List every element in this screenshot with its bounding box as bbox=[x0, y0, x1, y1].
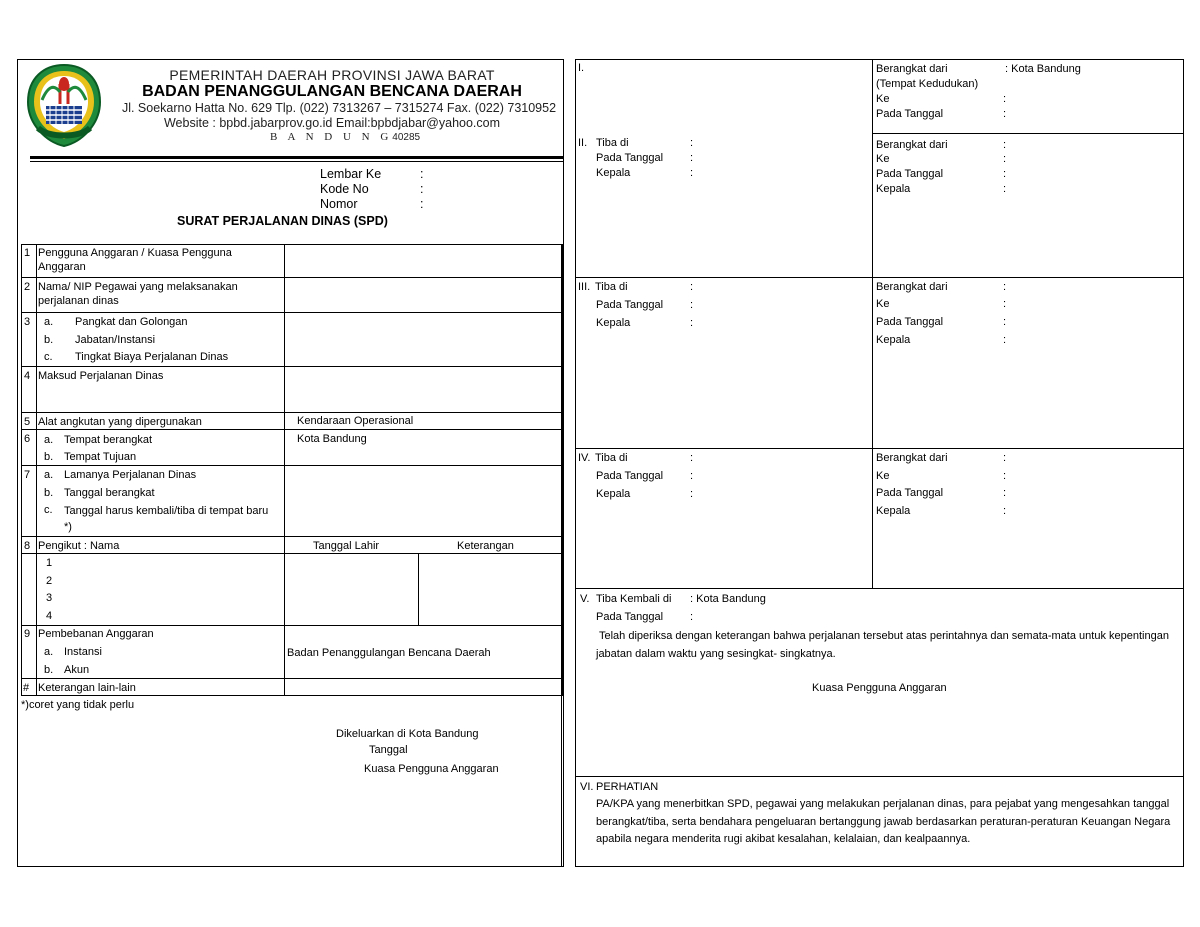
s2-depart-date-label: Pada Tanggal bbox=[876, 168, 944, 180]
s3-date-colon: : bbox=[690, 299, 694, 311]
s3-arrive-label: Tiba di bbox=[595, 281, 628, 293]
s4-depart-date-label: Pada Tanggal bbox=[876, 487, 944, 499]
row-9b-letter: b. bbox=[44, 664, 54, 676]
follower-3: 3 bbox=[46, 592, 53, 604]
row-9-value: Badan Penanggulangan Bencana Daerah bbox=[287, 647, 491, 659]
s5-date-label: Pada Tanggal bbox=[596, 611, 664, 623]
agency-address: Jl. Soekarno Hatta No. 629 Tlp. (022) 7313267 – 7315274 Fax. (022) 7310952 bbox=[121, 101, 557, 115]
row-3c-label: Tingkat Biaya Perjalanan Dinas bbox=[75, 351, 229, 363]
row-7b-letter: b. bbox=[44, 487, 54, 499]
row-line bbox=[21, 366, 563, 367]
s4-depart-label: Berangkat dari bbox=[876, 452, 948, 464]
s4-depart-head-label: Kepala bbox=[876, 505, 911, 517]
nomor-label: Nomor bbox=[320, 197, 358, 211]
government-name: PEMERINTAH DAERAH PROVINSI JAWA BARAT bbox=[169, 67, 495, 83]
s2-head-label: Kepala bbox=[596, 167, 631, 179]
row-6a-label: Tempat berangkat bbox=[64, 434, 153, 446]
lembar-label: Lembar Ke bbox=[320, 167, 382, 181]
s5-signer: Kuasa Pengguna Anggaran bbox=[812, 682, 947, 694]
row-9b-label: Akun bbox=[64, 664, 90, 676]
followers-column-line bbox=[418, 553, 419, 625]
s4-arrive-colon: : bbox=[690, 452, 694, 464]
s3-date-label: Pada Tanggal bbox=[596, 299, 664, 311]
row-8-notes-header: Keterangan bbox=[457, 540, 514, 552]
s5-date-colon: : bbox=[690, 611, 694, 623]
s2-arrive-colon: : bbox=[690, 137, 694, 149]
row-3a-letter: a. bbox=[44, 316, 54, 328]
s5-statement: Telah diperiksa dengan keterangan bahwa perjalanan tersebut atas perintahnya dan semata-mata untuk kepentingan jabatan dalam waktu yang sesingkat- singkatnya. bbox=[596, 630, 1169, 660]
section-6-number: VI. bbox=[580, 781, 594, 793]
row-3a-label: Pangkat dan Golongan bbox=[75, 316, 188, 328]
row-6a-letter: a. bbox=[44, 434, 54, 446]
lembar-colon: : bbox=[420, 167, 424, 181]
s4-head-colon: : bbox=[690, 488, 694, 500]
s3-head-label: Kepala bbox=[596, 317, 631, 329]
issued-at: Dikeluarkan di Kota Bandung bbox=[336, 728, 479, 740]
section-5-number: V. bbox=[580, 593, 590, 605]
row-5-label: Alat angkutan yang dipergunakan bbox=[38, 416, 202, 428]
s3-depart-colon: : bbox=[1003, 281, 1007, 293]
row-line bbox=[21, 412, 563, 413]
row-8-number: 8 bbox=[24, 540, 31, 552]
postal-code: 40285 bbox=[392, 132, 421, 143]
row-7c-label: Tanggal harus kembali/tiba di tempat baru *) bbox=[64, 505, 269, 533]
row-9-label: Pembebanan Anggaran bbox=[38, 628, 154, 640]
s3-head-colon: : bbox=[690, 317, 694, 329]
section-line bbox=[575, 588, 1184, 589]
row-1-number: 1 bbox=[24, 247, 31, 259]
s2-depart-head-label: Kepala bbox=[876, 183, 911, 195]
s2-depart-label: Berangkat dari bbox=[876, 139, 948, 151]
right-center-line bbox=[872, 59, 873, 588]
s4-date-colon: : bbox=[690, 470, 694, 482]
s1-to-label: Ke bbox=[876, 93, 890, 105]
s3-to-label: Ke bbox=[876, 298, 890, 310]
follower-1: 1 bbox=[46, 557, 53, 569]
s3-to-colon: : bbox=[1003, 298, 1007, 310]
nomor-colon: : bbox=[420, 197, 424, 211]
kode-label: Kode No bbox=[320, 182, 369, 196]
s5-return-label: Tiba Kembali di bbox=[596, 593, 672, 605]
s2-to-label: Ke bbox=[876, 153, 890, 165]
right-left-strip-line bbox=[561, 244, 562, 867]
row-line bbox=[21, 536, 563, 537]
row-7-number: 7 bbox=[24, 469, 31, 481]
section-line bbox=[575, 448, 1184, 449]
row-3-number: 3 bbox=[24, 316, 31, 328]
s1-seat-label: (Tempat Kedudukan) bbox=[876, 78, 979, 90]
row-7b-label: Tanggal berangkat bbox=[64, 487, 155, 499]
header-rule-thin bbox=[30, 161, 564, 162]
row-6-value: Kota Bandung bbox=[297, 433, 367, 445]
row-8-label: Pengikut : Nama bbox=[38, 540, 120, 552]
s4-depart-colon: : bbox=[1003, 452, 1007, 464]
s2-date-label: Pada Tanggal bbox=[596, 152, 664, 164]
row-9a-letter: a. bbox=[44, 646, 54, 658]
row-5-value: Kendaraan Operasional bbox=[297, 415, 414, 427]
s4-depart-date-colon: : bbox=[1003, 487, 1007, 499]
issued-date-label: Tanggal bbox=[369, 744, 408, 756]
row-3b-label: Jabatan/Instansi bbox=[75, 334, 156, 346]
s4-depart-head-colon: : bbox=[1003, 505, 1007, 517]
row-10-number: # bbox=[23, 682, 30, 694]
s3-depart-date-colon: : bbox=[1003, 316, 1007, 328]
s2-depart-date-colon: : bbox=[1003, 168, 1007, 180]
s4-to-colon: : bbox=[1003, 470, 1007, 482]
row-9-number: 9 bbox=[24, 628, 31, 640]
row-9a-label: Instansi bbox=[64, 646, 102, 658]
section-1-number: I. bbox=[578, 62, 585, 74]
row-8-birthdate-header: Tanggal Lahir bbox=[313, 540, 380, 552]
row-6b-label: Tempat Tujuan bbox=[64, 451, 137, 463]
left-signer: Kuasa Pengguna Anggaran bbox=[364, 763, 499, 775]
row-2-label: Nama/ NIP Pegawai yang melaksanakan perjalanan dinas bbox=[38, 281, 238, 308]
s1-depart-from-value: : Kota Bandung bbox=[1005, 63, 1081, 75]
s2-depart-head-colon: : bbox=[1003, 183, 1007, 195]
row-7c-letter: c. bbox=[44, 504, 53, 516]
s4-to-label: Ke bbox=[876, 470, 890, 482]
agency-name: BADAN PENANGGULANGAN BENCANA DAERAH bbox=[142, 83, 522, 100]
footnote: *)coret yang tidak perlu bbox=[21, 699, 135, 711]
s1-date-colon: : bbox=[1003, 108, 1007, 120]
s6-label: PERHATIAN bbox=[596, 781, 659, 793]
s2-date-colon: : bbox=[690, 152, 694, 164]
section-3-number: III. bbox=[578, 281, 591, 293]
row-line bbox=[21, 312, 563, 313]
row-line bbox=[21, 678, 563, 679]
follower-4: 4 bbox=[46, 610, 53, 622]
row-10-label: Keterangan lain-lain bbox=[38, 682, 136, 694]
s2-to-colon: : bbox=[1003, 153, 1007, 165]
row-7a-label: Lamanya Perjalanan Dinas bbox=[64, 469, 197, 481]
s4-arrive-label: Tiba di bbox=[595, 452, 628, 464]
agency-city bbox=[270, 130, 420, 144]
agency-website: Website : bpbd.jabarprov.go.id Email:bpbdjabar@yahoo.com bbox=[163, 116, 501, 130]
section-line bbox=[872, 133, 1184, 134]
row-3b-letter: b. bbox=[44, 334, 54, 346]
row-5-number: 5 bbox=[24, 416, 31, 428]
header-rule-thick bbox=[30, 156, 564, 159]
s3-arrive-colon: : bbox=[690, 281, 694, 293]
s3-depart-head-label: Kepala bbox=[876, 334, 911, 346]
kode-colon: : bbox=[420, 182, 424, 196]
s2-depart-colon: : bbox=[1003, 139, 1007, 151]
s6-notice: PA/KPA yang menerbitkan SPD, pegawai yang melakukan perjalanan dinas, para pejabat yang mengesahkan tanggal berangkat/tiba, serta bendahara pengeluaran bertanggung jawab berdasarkan peraturan-peraturan Keuangan Negara apabila negara menderita rugi akibat kesalahan, kelalaian, dan kealpaannya. bbox=[596, 798, 1171, 845]
section-line bbox=[575, 776, 1184, 777]
row-4-number: 4 bbox=[24, 370, 31, 382]
s2-head-colon: : bbox=[690, 167, 694, 179]
s3-depart-date-label: Pada Tanggal bbox=[876, 316, 944, 328]
s1-to-colon: : bbox=[1003, 93, 1007, 105]
section-line bbox=[575, 277, 1184, 278]
s2-arrive-label: Tiba di bbox=[596, 137, 629, 149]
s4-head-label: Kepala bbox=[596, 488, 631, 500]
s4-date-label: Pada Tanggal bbox=[596, 470, 664, 482]
section-2-number: II. bbox=[578, 137, 588, 149]
s3-depart-label: Berangkat dari bbox=[876, 281, 948, 293]
row-6b-letter: b. bbox=[44, 451, 54, 463]
s1-date-label: Pada Tanggal bbox=[876, 108, 944, 120]
row-line bbox=[21, 277, 563, 278]
row-6-number: 6 bbox=[24, 433, 31, 445]
row-line bbox=[21, 625, 563, 626]
s3-depart-head-colon: : bbox=[1003, 334, 1007, 346]
row-2-number: 2 bbox=[24, 281, 31, 293]
follower-2: 2 bbox=[46, 575, 53, 587]
row-3c-letter: c. bbox=[44, 351, 53, 363]
city-name: B A N D U N G bbox=[270, 131, 393, 143]
s1-depart-from-label: Berangkat dari bbox=[876, 63, 948, 75]
row-line bbox=[21, 465, 563, 466]
section-4-number: IV. bbox=[578, 452, 591, 464]
row-7a-letter: a. bbox=[44, 469, 54, 481]
row-4-label: Maksud Perjalanan Dinas bbox=[38, 370, 164, 382]
s5-return-value: : Kota Bandung bbox=[690, 593, 766, 605]
document-title: SURAT PERJALANAN DINAS (SPD) bbox=[177, 214, 388, 228]
row-1-label: Pengguna Anggaran / Kuasa Pengguna Anggaran bbox=[38, 247, 232, 274]
